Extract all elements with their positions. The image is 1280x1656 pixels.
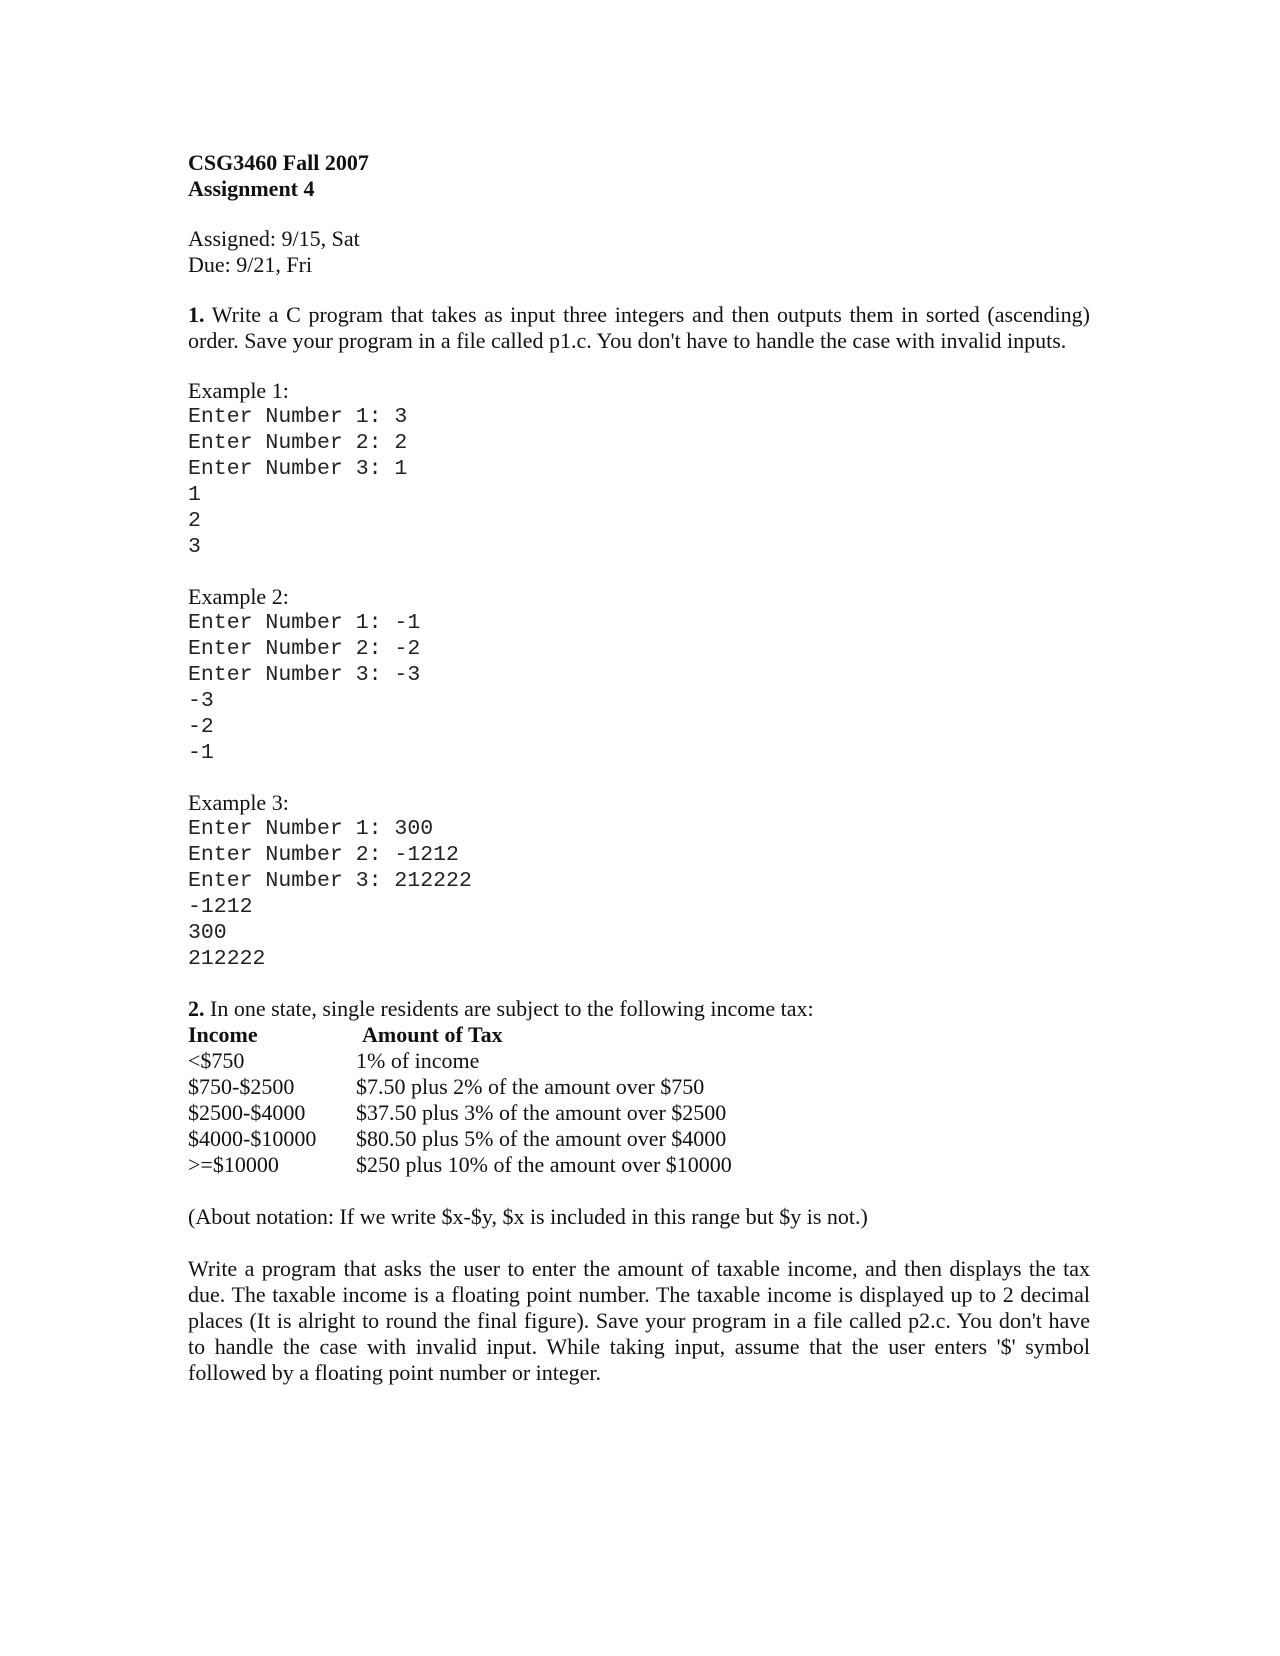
tax-table-header-row: [188, 1022, 732, 1048]
spacer: [188, 354, 1090, 378]
problem-2-number: 2.: [188, 996, 205, 1021]
example-title: Example 1:: [188, 378, 289, 403]
example-line: 3: [188, 535, 201, 559]
table-row: [188, 1074, 732, 1100]
tax-cell: 1% of income: [356, 1048, 480, 1073]
example-title: Example 2:: [188, 584, 289, 609]
document-page: [188, 150, 1090, 1386]
income-cell: >=$10000: [188, 1152, 279, 1177]
table-row: [188, 1048, 732, 1074]
example-line: Enter Number 2: -1212: [188, 843, 459, 867]
spacer: [188, 278, 1090, 302]
example-line: 212222: [188, 947, 266, 971]
tax-cell: $80.50 plus 5% of the amount over $4000: [356, 1126, 727, 1151]
tax-cell: $7.50 plus 2% of the amount over $750: [356, 1074, 705, 1099]
assignment-title: Assignment 4: [188, 176, 315, 201]
example-line: Enter Number 3: 212222: [188, 869, 472, 893]
problem-2-intro-text: In one state, single residents are subject to the following income tax:: [210, 996, 814, 1021]
example-line: -1212: [188, 895, 253, 919]
example-2: [188, 584, 1090, 766]
spacer: [188, 766, 1090, 790]
example-line: -1: [188, 741, 214, 765]
example-line: Enter Number 1: 300: [188, 817, 434, 841]
table-row: [188, 1152, 732, 1178]
example-line: Enter Number 3: 1: [188, 457, 408, 481]
example-line: Enter Number 1: -1: [188, 611, 421, 635]
problem-2-intro: [188, 996, 1090, 1022]
example-line: Enter Number 1: 3: [188, 405, 408, 429]
example-line: Enter Number 2: 2: [188, 431, 408, 455]
example-line: -3: [188, 689, 214, 713]
header-amount-of-tax: Amount of Tax: [362, 1022, 503, 1047]
problem-1-description: [188, 302, 1090, 354]
income-cell: $2500-$4000: [188, 1100, 306, 1125]
example-line: 2: [188, 509, 201, 533]
notation-note: (About notation: If we write $x-$y, $x is included in this range but $y is not.): [188, 1204, 868, 1229]
tax-cell: $250 plus 10% of the amount over $10000: [356, 1152, 732, 1177]
example-1: [188, 378, 1090, 560]
tax-table: [188, 1022, 732, 1178]
table-row: [188, 1100, 732, 1126]
example-line: -2: [188, 715, 214, 739]
tax-cell: $37.50 plus 3% of the amount over $2500: [356, 1100, 727, 1125]
course-title: CSG3460 Fall 2007: [188, 150, 369, 175]
problem-2-task: Write a program that asks the user to enter the amount of taxable income, and then displays the tax due. The taxable income is a floating point number. The taxable income is displayed up to 2 decimal places (It is alright to round the final figure). Save your program in a file called p2.c. You don't have to handle the case with invalid input. While taking input, assume that the user enters '$' symbol followed by a floating point number or integer.: [188, 1256, 1090, 1385]
assigned-date: Assigned: 9/15, Sat: [188, 226, 360, 251]
example-line: Enter Number 3: -3: [188, 663, 421, 687]
spacer: [188, 1230, 1090, 1256]
due-date: Due: 9/21, Fri: [188, 252, 313, 277]
spacer: [188, 202, 1090, 226]
income-cell: $750-$2500: [188, 1074, 295, 1099]
spacer: [188, 560, 1090, 584]
spacer: [188, 972, 1090, 996]
example-line: 1: [188, 483, 201, 507]
spacer: [188, 1178, 1090, 1204]
income-cell: $4000-$10000: [188, 1126, 317, 1151]
table-row: [188, 1126, 732, 1152]
example-title: Example 3:: [188, 790, 289, 815]
example-3: [188, 790, 1090, 972]
problem-1-text: Write a C program that takes as input three integers and then outputs them in sorted (ascending) order. Save your program in a file called p1.c. You don't have to handle the case with invalid inputs.: [188, 302, 1090, 353]
problem-1-number: 1.: [188, 302, 205, 327]
example-line: 300: [188, 921, 227, 945]
income-cell: <$750: [188, 1048, 245, 1073]
header-income: Income: [188, 1022, 258, 1047]
example-line: Enter Number 2: -2: [188, 637, 421, 661]
